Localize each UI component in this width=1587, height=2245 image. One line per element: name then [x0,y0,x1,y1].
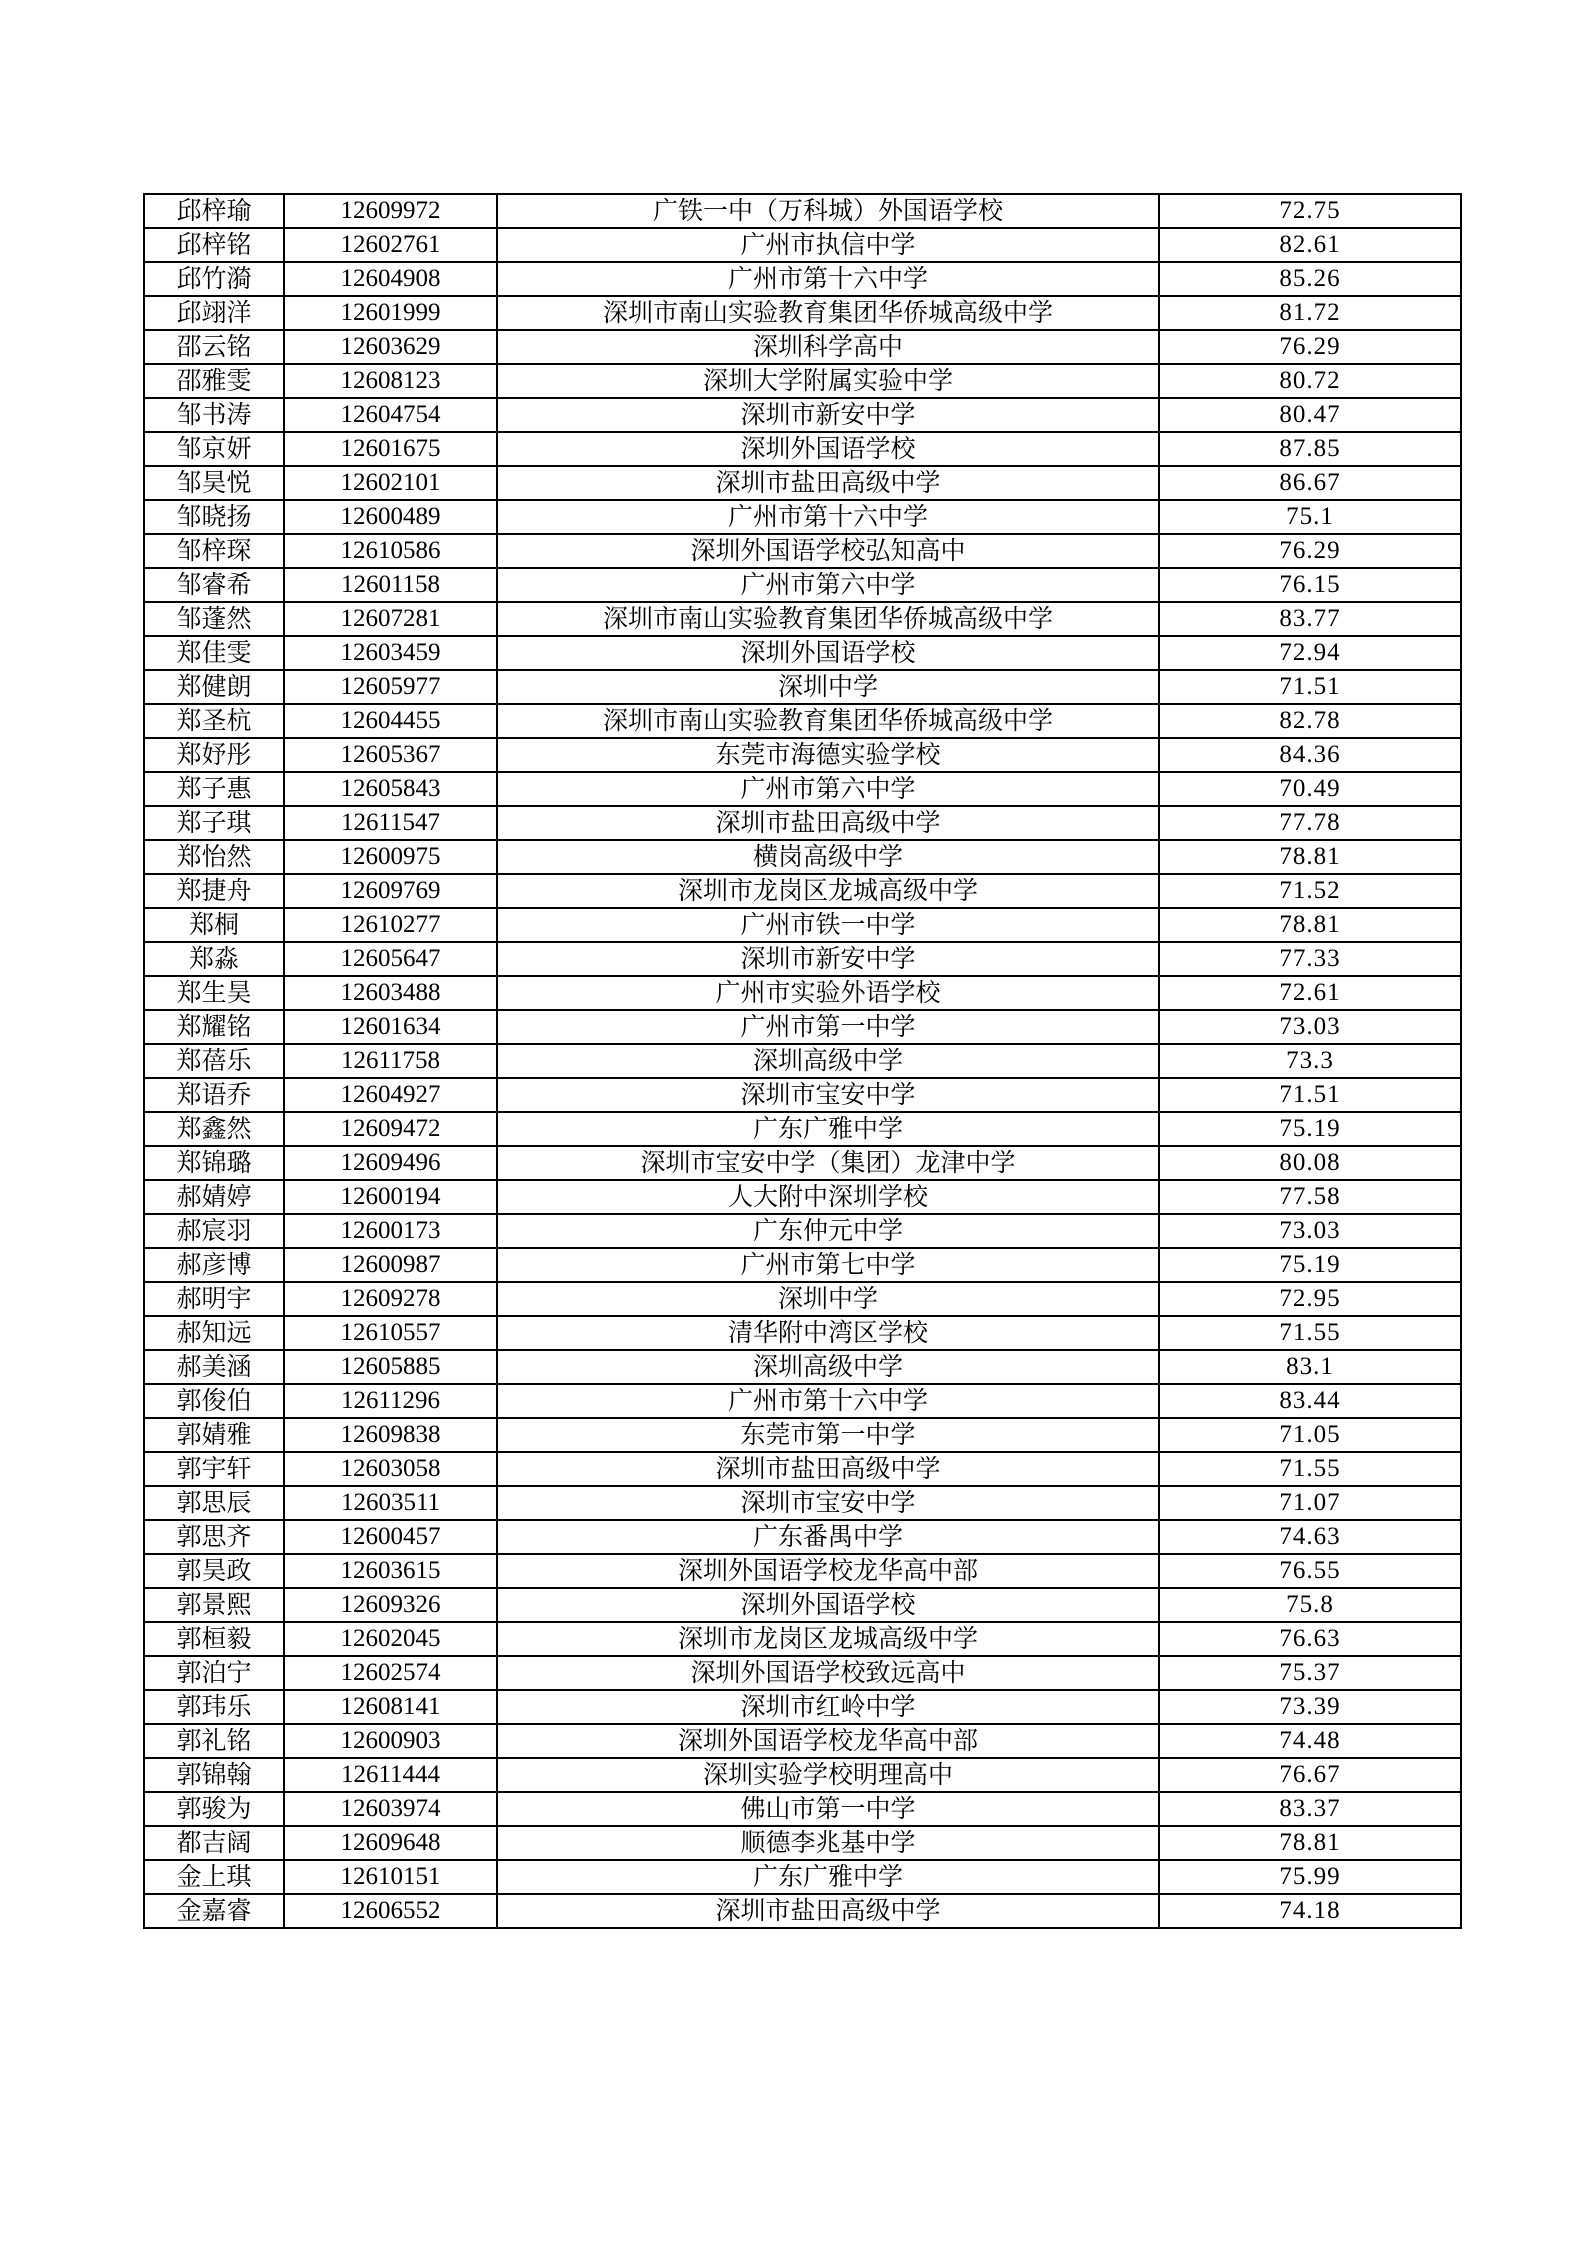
exam-id-cell: 12601634 [284,1010,497,1044]
table-row [144,1384,1461,1418]
table-row [144,1282,1461,1316]
exam-id-cell: 12611758 [284,1044,497,1078]
exam-id-cell: 12610151 [284,1860,497,1894]
school-name-cell: 广州市执信中学 [497,228,1159,262]
score-cell: 75.8 [1159,1588,1461,1622]
exam-id-cell: 12607281 [284,602,497,636]
school-name-cell: 深圳外国语学校致远高中 [497,1656,1159,1690]
student-name-cell: 郭思辰 [144,1486,284,1520]
student-name-cell: 邹蓬然 [144,602,284,636]
score-table-body [144,194,1461,1928]
score-cell: 83.1 [1159,1350,1461,1384]
exam-id-cell: 12611444 [284,1758,497,1792]
school-name-cell: 广州市第十六中学 [497,500,1159,534]
score-cell: 80.72 [1159,364,1461,398]
school-name-cell: 东莞市第一中学 [497,1418,1159,1452]
exam-id-cell: 12600903 [284,1724,497,1758]
exam-id-cell: 12602761 [284,228,497,262]
school-name-cell: 东莞市海德实验学校 [497,738,1159,772]
score-cell: 76.55 [1159,1554,1461,1588]
school-name-cell: 深圳外国语学校 [497,1588,1159,1622]
table-row [144,432,1461,466]
score-cell: 70.49 [1159,772,1461,806]
exam-id-cell: 12610586 [284,534,497,568]
table-row [144,1690,1461,1724]
student-name-cell: 郑耀铭 [144,1010,284,1044]
score-cell: 75.37 [1159,1656,1461,1690]
school-name-cell: 深圳市龙岗区龙城高级中学 [497,1622,1159,1656]
score-cell: 78.81 [1159,840,1461,874]
school-name-cell: 深圳市南山实验教育集团华侨城高级中学 [497,602,1159,636]
table-row [144,1248,1461,1282]
exam-id-cell: 12605647 [284,942,497,976]
school-name-cell: 深圳中学 [497,670,1159,704]
student-name-cell: 都吉阔 [144,1826,284,1860]
exam-id-cell: 12603511 [284,1486,497,1520]
school-name-cell: 广铁一中（万科城）外国语学校 [497,194,1159,228]
school-name-cell: 深圳市宝安中学 [497,1486,1159,1520]
student-name-cell: 郑生昊 [144,976,284,1010]
score-cell: 73.03 [1159,1010,1461,1044]
score-cell: 75.19 [1159,1248,1461,1282]
student-name-cell: 郭昊政 [144,1554,284,1588]
score-cell: 76.29 [1159,330,1461,364]
score-cell: 78.81 [1159,1826,1461,1860]
student-name-cell: 郑语乔 [144,1078,284,1112]
score-cell: 72.94 [1159,636,1461,670]
student-name-cell: 邱翊洋 [144,296,284,330]
score-cell: 76.63 [1159,1622,1461,1656]
school-name-cell: 深圳外国语学校龙华高中部 [497,1724,1159,1758]
school-name-cell: 广州市第六中学 [497,568,1159,602]
table-row [144,1010,1461,1044]
student-name-cell: 郭宇轩 [144,1452,284,1486]
school-name-cell: 深圳市新安中学 [497,942,1159,976]
table-row [144,296,1461,330]
school-name-cell: 深圳市宝安中学 [497,1078,1159,1112]
exam-id-cell: 12603974 [284,1792,497,1826]
score-cell: 87.85 [1159,432,1461,466]
student-name-cell: 金上琪 [144,1860,284,1894]
school-name-cell: 广东广雅中学 [497,1860,1159,1894]
score-cell: 81.72 [1159,296,1461,330]
school-name-cell: 深圳外国语学校弘知高中 [497,534,1159,568]
exam-id-cell: 12604455 [284,704,497,738]
exam-id-cell: 12602045 [284,1622,497,1656]
student-name-cell: 郑佳雯 [144,636,284,670]
score-cell: 73.3 [1159,1044,1461,1078]
table-row [144,908,1461,942]
score-cell: 84.36 [1159,738,1461,772]
exam-id-cell: 12601675 [284,432,497,466]
student-name-cell: 邹晓扬 [144,500,284,534]
exam-id-cell: 12608141 [284,1690,497,1724]
student-name-cell: 邹京妍 [144,432,284,466]
school-name-cell: 佛山市第一中学 [497,1792,1159,1826]
exam-id-cell: 12603058 [284,1452,497,1486]
student-name-cell: 邱梓铭 [144,228,284,262]
school-name-cell: 深圳外国语学校 [497,636,1159,670]
school-name-cell: 深圳实验学校明理高中 [497,1758,1159,1792]
student-name-cell: 郑淼 [144,942,284,976]
school-name-cell: 深圳外国语学校龙华高中部 [497,1554,1159,1588]
table-row [144,636,1461,670]
exam-id-cell: 12606552 [284,1894,497,1928]
table-row [144,364,1461,398]
school-name-cell: 深圳市龙岗区龙城高级中学 [497,874,1159,908]
student-name-cell: 郝知远 [144,1316,284,1350]
table-row [144,1112,1461,1146]
school-name-cell: 深圳市南山实验教育集团华侨城高级中学 [497,704,1159,738]
school-name-cell: 广东广雅中学 [497,1112,1159,1146]
exam-id-cell: 12611547 [284,806,497,840]
exam-id-cell: 12605843 [284,772,497,806]
table-row [144,1656,1461,1690]
student-name-cell: 郑桐 [144,908,284,942]
table-row [144,1792,1461,1826]
score-cell: 71.55 [1159,1452,1461,1486]
score-cell: 71.52 [1159,874,1461,908]
table-row [144,1452,1461,1486]
exam-id-cell: 12609838 [284,1418,497,1452]
exam-id-cell: 12603488 [284,976,497,1010]
table-row [144,1588,1461,1622]
school-name-cell: 深圳科学高中 [497,330,1159,364]
score-table [143,193,1462,1929]
table-row [144,262,1461,296]
table-row [144,398,1461,432]
school-name-cell: 深圳市盐田高级中学 [497,1894,1159,1928]
student-name-cell: 郑妤彤 [144,738,284,772]
table-row [144,466,1461,500]
table-row [144,1554,1461,1588]
exam-id-cell: 12605885 [284,1350,497,1384]
table-row [144,1486,1461,1520]
exam-id-cell: 12600194 [284,1180,497,1214]
score-cell: 71.51 [1159,1078,1461,1112]
table-row [144,1418,1461,1452]
exam-id-cell: 12604908 [284,262,497,296]
table-row [144,568,1461,602]
table-row [144,874,1461,908]
score-cell: 76.29 [1159,534,1461,568]
exam-id-cell: 12605367 [284,738,497,772]
exam-id-cell: 12600457 [284,1520,497,1554]
school-name-cell: 广州市第七中学 [497,1248,1159,1282]
student-name-cell: 邹昊悦 [144,466,284,500]
school-name-cell: 深圳市南山实验教育集团华侨城高级中学 [497,296,1159,330]
student-name-cell: 郑健朗 [144,670,284,704]
student-name-cell: 邱竹漪 [144,262,284,296]
student-name-cell: 郑子琪 [144,806,284,840]
table-row [144,330,1461,364]
score-cell: 74.48 [1159,1724,1461,1758]
school-name-cell: 深圳市盐田高级中学 [497,466,1159,500]
table-row [144,1214,1461,1248]
table-row [144,1078,1461,1112]
table-row [144,1894,1461,1928]
table-row [144,772,1461,806]
exam-id-cell: 12600489 [284,500,497,534]
exam-id-cell: 12611296 [284,1384,497,1418]
school-name-cell: 清华附中湾区学校 [497,1316,1159,1350]
table-row [144,1180,1461,1214]
exam-id-cell: 12600987 [284,1248,497,1282]
table-row [144,1860,1461,1894]
school-name-cell: 横岗高级中学 [497,840,1159,874]
table-row [144,1520,1461,1554]
exam-id-cell: 12603459 [284,636,497,670]
student-name-cell: 郑圣杭 [144,704,284,738]
exam-id-cell: 12600173 [284,1214,497,1248]
score-cell: 80.47 [1159,398,1461,432]
school-name-cell: 深圳中学 [497,1282,1159,1316]
student-name-cell: 郭礼铭 [144,1724,284,1758]
school-name-cell: 深圳市盐田高级中学 [497,1452,1159,1486]
school-name-cell: 广东仲元中学 [497,1214,1159,1248]
table-row [144,1826,1461,1860]
school-name-cell: 深圳高级中学 [497,1044,1159,1078]
score-cell: 83.77 [1159,602,1461,636]
table-row [144,1350,1461,1384]
score-cell: 73.39 [1159,1690,1461,1724]
table-row [144,1622,1461,1656]
table-row [144,670,1461,704]
exam-id-cell: 12605977 [284,670,497,704]
score-cell: 83.44 [1159,1384,1461,1418]
exam-id-cell: 12609972 [284,194,497,228]
student-name-cell: 邹书涛 [144,398,284,432]
exam-id-cell: 12601158 [284,568,497,602]
student-name-cell: 郭桓毅 [144,1622,284,1656]
school-name-cell: 广州市第六中学 [497,772,1159,806]
school-name-cell: 深圳市红岭中学 [497,1690,1159,1724]
score-cell: 73.03 [1159,1214,1461,1248]
student-name-cell: 郝彦博 [144,1248,284,1282]
score-cell: 76.67 [1159,1758,1461,1792]
exam-id-cell: 12604754 [284,398,497,432]
score-cell: 74.63 [1159,1520,1461,1554]
table-row [144,1044,1461,1078]
score-cell: 71.55 [1159,1316,1461,1350]
school-name-cell: 深圳大学附属实验中学 [497,364,1159,398]
score-cell: 74.18 [1159,1894,1461,1928]
student-name-cell: 郭骏为 [144,1792,284,1826]
exam-id-cell: 12601999 [284,296,497,330]
student-name-cell: 郑蓓乐 [144,1044,284,1078]
student-name-cell: 邹梓琛 [144,534,284,568]
score-cell: 72.95 [1159,1282,1461,1316]
student-name-cell: 郭俊伯 [144,1384,284,1418]
exam-id-cell: 12602574 [284,1656,497,1690]
score-cell: 75.1 [1159,500,1461,534]
exam-id-cell: 12610277 [284,908,497,942]
school-name-cell: 广东番禺中学 [497,1520,1159,1554]
score-cell: 77.58 [1159,1180,1461,1214]
school-name-cell: 广州市第一中学 [497,1010,1159,1044]
table-row [144,194,1461,228]
student-name-cell: 邵雅雯 [144,364,284,398]
student-name-cell: 郝宸羽 [144,1214,284,1248]
exam-id-cell: 12609648 [284,1826,497,1860]
student-name-cell: 郑捷舟 [144,874,284,908]
table-row [144,1146,1461,1180]
score-cell: 71.51 [1159,670,1461,704]
score-cell: 78.81 [1159,908,1461,942]
student-name-cell: 郭景熙 [144,1588,284,1622]
exam-id-cell: 12603615 [284,1554,497,1588]
table-row [144,806,1461,840]
student-name-cell: 郝明宇 [144,1282,284,1316]
exam-id-cell: 12609326 [284,1588,497,1622]
score-cell: 72.61 [1159,976,1461,1010]
score-cell: 75.99 [1159,1860,1461,1894]
table-row [144,500,1461,534]
student-name-cell: 郑怡然 [144,840,284,874]
student-name-cell: 郑锦璐 [144,1146,284,1180]
exam-id-cell: 12609278 [284,1282,497,1316]
table-row [144,228,1461,262]
student-name-cell: 邵云铭 [144,330,284,364]
school-name-cell: 广州市第十六中学 [497,1384,1159,1418]
table-row [144,704,1461,738]
score-cell: 75.19 [1159,1112,1461,1146]
table-row [144,602,1461,636]
student-name-cell: 郭锦翰 [144,1758,284,1792]
table-row [144,1724,1461,1758]
student-name-cell: 邹睿希 [144,568,284,602]
school-name-cell: 深圳外国语学校 [497,432,1159,466]
table-row [144,976,1461,1010]
school-name-cell: 顺德李兆基中学 [497,1826,1159,1860]
student-name-cell: 金嘉睿 [144,1894,284,1928]
school-name-cell: 深圳高级中学 [497,1350,1159,1384]
exam-id-cell: 12603629 [284,330,497,364]
score-cell: 85.26 [1159,262,1461,296]
score-cell: 82.78 [1159,704,1461,738]
student-name-cell: 郝美涵 [144,1350,284,1384]
exam-id-cell: 12609496 [284,1146,497,1180]
exam-id-cell: 12602101 [284,466,497,500]
school-name-cell: 深圳市宝安中学（集团）龙津中学 [497,1146,1159,1180]
school-name-cell: 深圳市盐田高级中学 [497,806,1159,840]
table-row [144,738,1461,772]
exam-id-cell: 12608123 [284,364,497,398]
score-cell: 86.67 [1159,466,1461,500]
student-name-cell: 郑子惠 [144,772,284,806]
score-cell: 71.07 [1159,1486,1461,1520]
table-row [144,534,1461,568]
student-name-cell: 邱梓瑜 [144,194,284,228]
student-name-cell: 郭泊宁 [144,1656,284,1690]
exam-id-cell: 12609769 [284,874,497,908]
score-cell: 82.61 [1159,228,1461,262]
exam-id-cell: 12600975 [284,840,497,874]
exam-id-cell: 12604927 [284,1078,497,1112]
table-row [144,840,1461,874]
score-cell: 76.15 [1159,568,1461,602]
school-name-cell: 广州市实验外语学校 [497,976,1159,1010]
table-row [144,1316,1461,1350]
student-name-cell: 郝婧婷 [144,1180,284,1214]
student-name-cell: 郭玮乐 [144,1690,284,1724]
student-name-cell: 郑鑫然 [144,1112,284,1146]
school-name-cell: 人大附中深圳学校 [497,1180,1159,1214]
school-name-cell: 深圳市新安中学 [497,398,1159,432]
table-row [144,942,1461,976]
school-name-cell: 广州市铁一中学 [497,908,1159,942]
student-name-cell: 郭思齐 [144,1520,284,1554]
score-cell: 77.33 [1159,942,1461,976]
school-name-cell: 广州市第十六中学 [497,262,1159,296]
score-cell: 83.37 [1159,1792,1461,1826]
score-cell: 71.05 [1159,1418,1461,1452]
score-cell: 72.75 [1159,194,1461,228]
score-cell: 77.78 [1159,806,1461,840]
table-row [144,1758,1461,1792]
score-cell: 80.08 [1159,1146,1461,1180]
student-name-cell: 郭婧雅 [144,1418,284,1452]
exam-id-cell: 12610557 [284,1316,497,1350]
exam-id-cell: 12609472 [284,1112,497,1146]
